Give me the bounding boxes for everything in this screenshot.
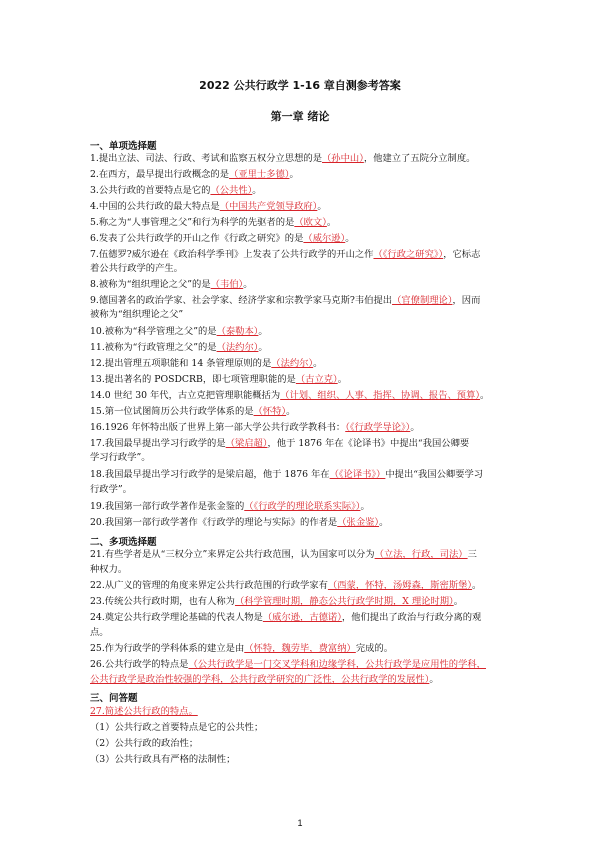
question-text: 14.0 世纪 30 年代，古立克把管理职能概括为 <box>90 390 281 401</box>
question-text: 2.在西方，最早提出行政概念的是 <box>90 169 230 180</box>
question-text: 20.我国第一部行政学著作《行政学的理论与实际》的作者是 <box>90 517 338 528</box>
question-text-tail: 。 <box>429 674 439 685</box>
question-text-tail: 。 <box>289 169 299 180</box>
question-3 <box>90 185 262 197</box>
question-19 <box>90 501 370 513</box>
question-text: 4.中国的公共行政的最大特点是 <box>90 201 220 212</box>
question-text-tail: ，因而 <box>452 295 481 306</box>
question-text: 23.传统公共行政时期，也有人称为 <box>90 596 235 607</box>
answer: （法约尔） <box>271 358 314 369</box>
question-20 <box>90 517 388 529</box>
answer: （怀特） <box>253 406 287 417</box>
document-title: 2022 公共行政学 1-16 章自测参考答案 <box>199 79 401 92</box>
question-text-tail: 。 <box>317 201 327 212</box>
question-23 <box>90 596 463 608</box>
question-21-continued: 种权力。 <box>90 564 128 575</box>
question-text-tail: ，他们提出了政治与行政分离的观 <box>341 612 482 623</box>
answer: （欧文） <box>294 217 327 228</box>
answer: （法约尔） <box>216 342 259 353</box>
question-text: 11.被称为“行政管理之父”的是 <box>90 342 217 353</box>
answer: （梁启超） <box>225 438 268 449</box>
question-text: 12.提出管理五项职能和 14 条管理原则的是 <box>90 358 272 369</box>
page-number: 1 <box>297 818 303 828</box>
question-26-continued <box>90 674 439 686</box>
answer-point-3: （3）公共行政具有严格的法制性； <box>90 754 236 765</box>
answer: （张金鉴） <box>337 517 380 528</box>
question-1 <box>90 153 475 165</box>
question-text-tail: 。 <box>243 279 253 290</box>
question-text-tail: 中提出“我国公卿要学习 <box>385 469 484 480</box>
question-text: 8.被称为“组织理论之父”的是 <box>90 279 211 290</box>
answer: （古立克） <box>295 374 338 385</box>
question-8 <box>90 279 253 291</box>
question-text-tail: 三 <box>467 549 477 560</box>
answer: （《行政之研究》） <box>373 249 444 260</box>
question-text-tail: 完成的。 <box>355 643 394 654</box>
answer: （威尔逊） <box>303 233 346 244</box>
question-text-tail: 。 <box>326 217 337 228</box>
question-text: 21.有些学者是从“三权分立”来界定公共行政范围，认为国家可以分为 <box>90 549 375 560</box>
question-2 <box>90 169 299 181</box>
question-text: 9.德国著名的政治学家、社会学家、经济学家和宗教学家马克斯?韦伯提出 <box>90 295 393 306</box>
question-15 <box>90 406 295 418</box>
answer-point-1: （1）公共行政之首要特点是它的公共性； <box>90 722 264 733</box>
question-text-tail: 。 <box>252 185 262 196</box>
question-6 <box>90 233 355 245</box>
question-text: 19.我国第一部行政学著作是张金鉴的 <box>90 501 245 512</box>
answer: （科学管理时期，静态公共行政学时期，X 理论时期） <box>234 596 454 607</box>
question-text: 15.第一位试图简历公共行政学体系的是 <box>90 406 254 417</box>
question-text-tail: ，它标志 <box>443 249 481 260</box>
question-text: 6.发表了公共行政学的开山之作《行政之研究》的是 <box>90 233 304 244</box>
question-text-tail: 。 <box>286 406 296 417</box>
question-18-continued: 行政学”。 <box>90 484 132 495</box>
question-text: 18.我国最早提出学习行政学的是梁启超，他于 1876 年在 <box>90 469 330 480</box>
question-text-tail: 。 <box>472 580 482 591</box>
question-text: 10.被称为“科学管理之父”的是 <box>90 326 217 337</box>
question-18 <box>90 469 483 481</box>
question-24-continued: 点。 <box>90 627 109 638</box>
answer: （《行政学导论》） <box>345 422 411 433</box>
question-22 <box>90 580 481 592</box>
question-text: 16.1926 年怀特出版了世界上第一部大学公共行政学教科书： <box>90 422 346 433</box>
answer: （泰勒本） <box>216 326 259 337</box>
answer: （亚里士多德） <box>229 169 290 180</box>
answer: （立法，行政，司法） <box>374 549 468 560</box>
question-text: 26.公共行政学的特点是 <box>90 659 189 670</box>
question-26 <box>90 659 486 671</box>
question-text: 25.作为行政学的学科体系的建立是由 <box>90 643 245 654</box>
answer: （《行政学的理论联系实际》） <box>244 501 361 512</box>
section-heading-multiple-choice: 二、多项选择题 <box>90 537 157 548</box>
answer-continued: 公共行政学是政治性较强的学科，公共行政学研究的广泛性，公共行政学的发展性） <box>90 674 430 685</box>
answer: （官僚制理论） <box>392 295 453 306</box>
question-text-tail: 。 <box>258 326 268 337</box>
question-24 <box>90 612 481 624</box>
question-text: 3.公共行政的首要特点是它的 <box>90 185 211 196</box>
section-heading-qa: 三、问答题 <box>90 693 138 704</box>
question-16 <box>90 422 420 434</box>
question-text-tail: 。 <box>313 358 323 369</box>
question-7-continued: 着公共行政学的产生。 <box>90 263 183 274</box>
question-text: 1.提出立法、司法、行政、考试和监察五权分立思想的是 <box>90 153 322 164</box>
question-17 <box>90 438 469 450</box>
answer: （《论译书》） <box>329 469 386 480</box>
question-21 <box>90 549 477 561</box>
question-text-tail: 。 <box>337 374 347 385</box>
answer: （韦伯） <box>210 279 244 290</box>
question-text: 24.奠定公共行政学理论基础的代表人物是 <box>90 612 263 623</box>
question-text-tail: ，他于 1876 年在《论译书》中提出“我国公卿要 <box>267 438 470 449</box>
question-text: 13.提出著名的 POSDCRB，即七项管理职能的是 <box>90 374 296 385</box>
question-25 <box>90 643 393 655</box>
question-5 <box>90 217 336 229</box>
question-10 <box>90 326 268 338</box>
section-heading-single-choice: 一、单项选择题 <box>90 141 157 152</box>
question-text-tail: 。 <box>480 390 490 401</box>
question-text: 7.伍德罗?威尔逊在《政治科学季刊》上发表了公共行政学的开山之作 <box>90 249 374 260</box>
question-text-tail: 。 <box>379 517 389 528</box>
question-11 <box>90 342 268 354</box>
answer: （怀特，魏劳毕，费富纳） <box>244 643 356 654</box>
question-text-tail: ，他建立了五院分立制度。 <box>363 153 476 164</box>
question-7 <box>90 249 480 261</box>
question-4 <box>90 201 327 213</box>
question-9 <box>90 295 480 307</box>
answer: （孙中山） <box>322 153 364 164</box>
question-14 <box>90 390 489 402</box>
question-17-continued: 学习行政学”。 <box>90 452 151 463</box>
question-text-tail: 。 <box>410 422 420 433</box>
answer: （西蒙，怀特，汤姆森，斯密斯堡） <box>327 580 473 591</box>
question-text-tail: 。 <box>345 233 355 244</box>
question-text-tail: 。 <box>258 342 268 353</box>
question-text: 22.从广义的管理的角度来界定公共行政范围的行政学家有 <box>90 580 328 591</box>
question-text-tail: 。 <box>453 596 464 607</box>
answer: （威尔逊，古德诺） <box>262 612 342 623</box>
answer: （公共行政学是一门交叉学科和边缘学科，公共行政学是应用性的学科， <box>188 659 486 670</box>
answer: （公共性） <box>210 185 253 196</box>
answer: （中国共产党领导政府） <box>219 201 318 212</box>
question-text: 17.我国最早提出学习行政学的是 <box>90 438 226 449</box>
chapter-title: 第一章 绪论 <box>270 110 330 123</box>
question-27-title: 27.简述公共行政的特点。 <box>90 706 198 717</box>
answer-point-2: （2）公共行政的政治性； <box>90 738 199 749</box>
question-13 <box>90 374 347 386</box>
question-text: 5.称之为“人事管理之父”和行为科学的先驱者的是 <box>90 217 295 228</box>
question-text-tail: 。 <box>360 501 370 512</box>
answer: （计划、组织、人事、指挥、协调、报告、预算） <box>280 390 481 401</box>
question-9-continued: 被称为“组织理论之父” <box>90 309 184 320</box>
question-12 <box>90 358 322 370</box>
